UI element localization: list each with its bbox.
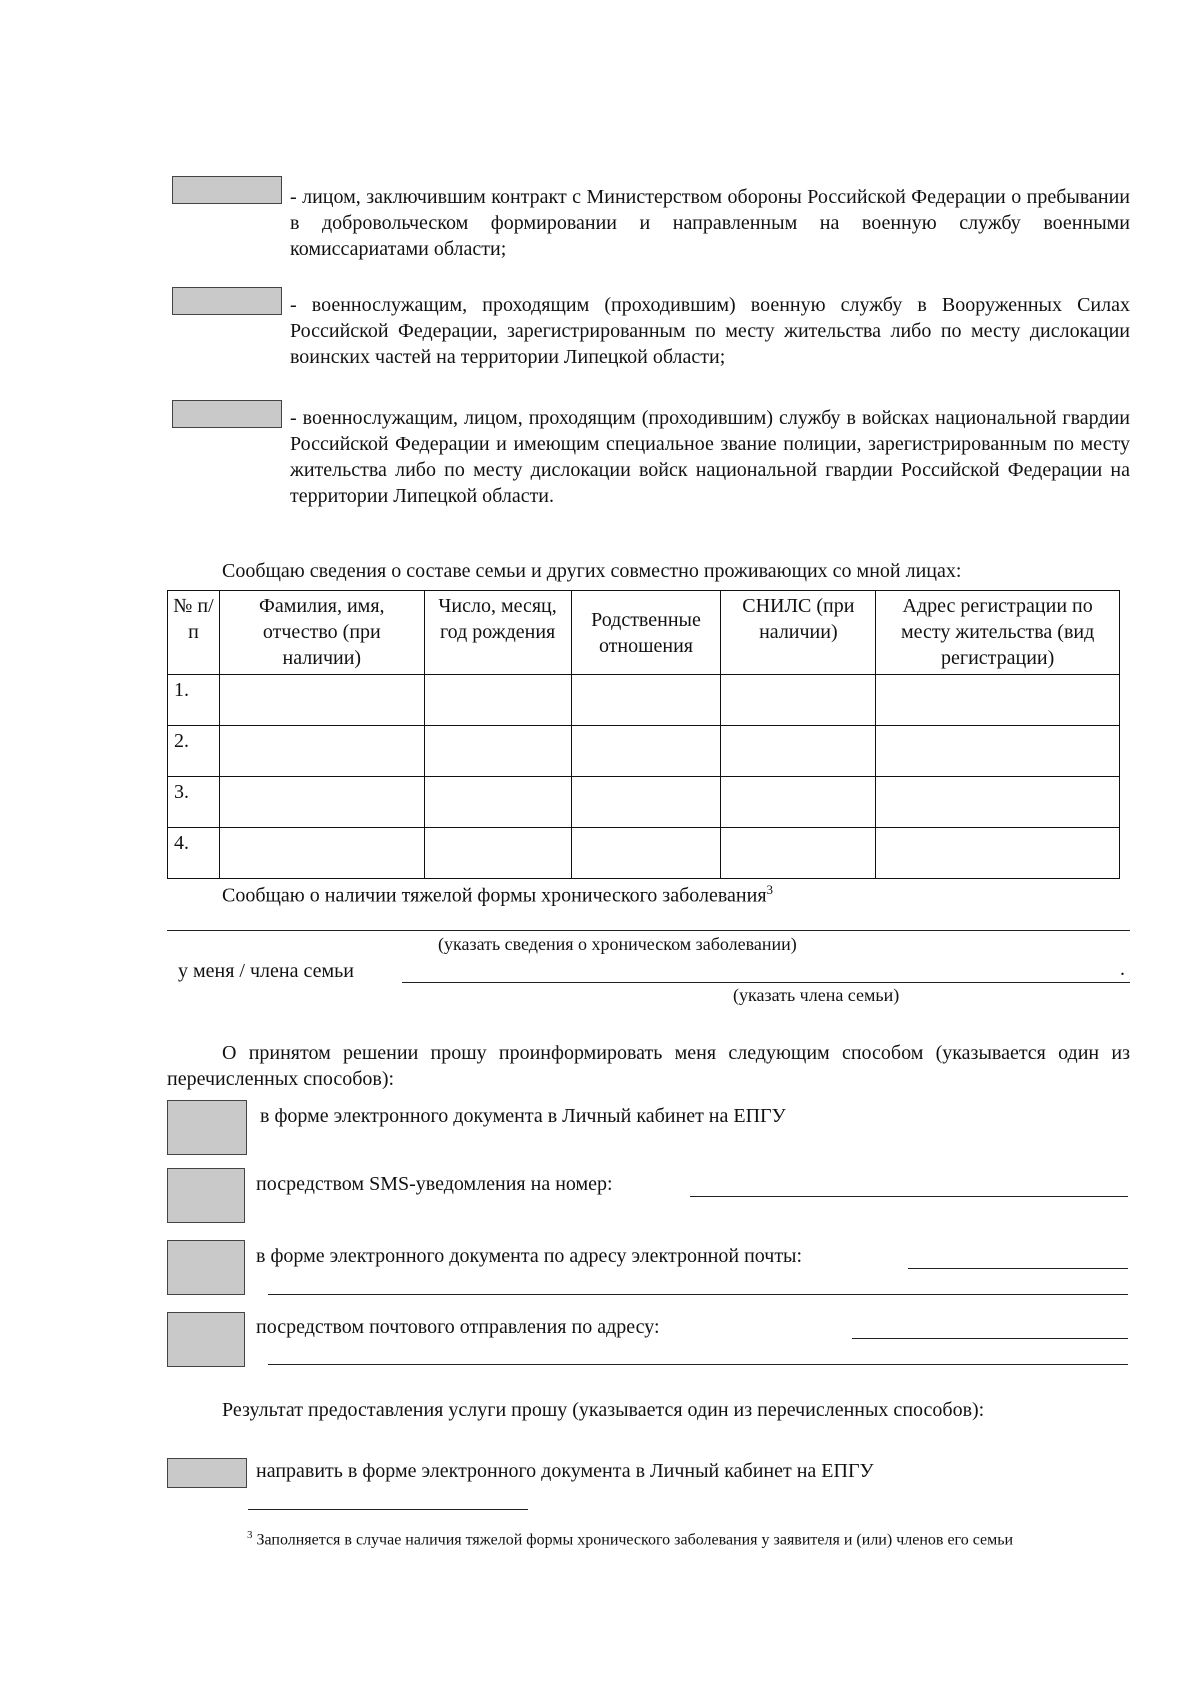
row-number: 3. xyxy=(168,777,220,828)
cell-full-name[interactable] xyxy=(219,675,424,726)
result-intro: Результат предоставления услуги прошу (указывается один из перечисленных способов): xyxy=(222,1399,985,1421)
notify-checkbox-epgu[interactable] xyxy=(167,1100,247,1155)
header-full-name: Фамилия, имя, отчество (при наличии) xyxy=(219,591,424,675)
cell-address[interactable] xyxy=(876,828,1120,879)
cell-full-name[interactable] xyxy=(219,726,424,777)
disease-statement-text: Сообщаю о наличии тяжелой формы хронического заболевания xyxy=(222,884,767,907)
cell-birth-date[interactable] xyxy=(424,675,571,726)
notify-option-sms: посредством SMS-уведомления на номер: xyxy=(256,1173,613,1195)
cell-relationship[interactable] xyxy=(571,675,721,726)
notify-checkbox-email[interactable] xyxy=(167,1240,245,1295)
footnote-separator xyxy=(248,1509,528,1510)
row-number: 2. xyxy=(168,726,220,777)
cell-birth-date[interactable] xyxy=(424,777,571,828)
category-text-1: - лицом, заключившим контракт с Министерством обороны Российской Федерации о пребывании в добровольческом формировании и направленным на военную службу военными комиссариатами области; xyxy=(290,186,1130,260)
cell-snils[interactable] xyxy=(721,726,876,777)
cell-address[interactable] xyxy=(876,726,1120,777)
cell-address[interactable] xyxy=(876,675,1120,726)
notify-intro: О принятом решении прошу проинформировать меня следующим способом (указывается один из перечисленных способов): xyxy=(167,1042,1130,1090)
notify-option-epgu: в форме электронного документа в Личный кабинет на ЕПГУ xyxy=(260,1105,786,1127)
disease-statement xyxy=(222,882,773,908)
header-relationship: Родственные отношения xyxy=(571,591,721,675)
family-table xyxy=(167,590,1120,879)
cell-full-name[interactable] xyxy=(219,777,424,828)
member-end-mark: . xyxy=(1120,958,1125,980)
row-number: 4. xyxy=(168,828,220,879)
cell-birth-date[interactable] xyxy=(424,828,571,879)
category-checkbox-2[interactable] xyxy=(172,287,282,315)
table-row xyxy=(168,828,1120,879)
sms-number-input[interactable] xyxy=(690,1196,1128,1197)
header-snils: СНИЛС (при наличии) xyxy=(721,591,876,675)
notify-checkbox-sms[interactable] xyxy=(167,1168,245,1223)
category-text-3: - военнослужащим, лицом, проходящим (проходившим) службу в войсках национальной гвардии Российской Федерации и имеющим специальное звание полиции, зарегистрированным по месту жительства либо по месту дислокации войск национальной гвардии Российской Федерации на территории Липецкой области. xyxy=(290,407,1130,507)
header-number: № п/п xyxy=(168,591,220,675)
category-checkbox-3[interactable] xyxy=(172,400,282,428)
footnote-reference: 3 xyxy=(766,882,774,897)
disease-input-line[interactable] xyxy=(167,930,1130,931)
cell-snils[interactable] xyxy=(721,777,876,828)
row-number: 1. xyxy=(168,675,220,726)
cell-relationship[interactable] xyxy=(571,726,721,777)
header-address: Адрес регистрации по месту жительства (вид регистрации) xyxy=(876,591,1120,675)
category-checkbox-1[interactable] xyxy=(172,176,282,204)
cell-snils[interactable] xyxy=(721,675,876,726)
footnote-mark: 3 xyxy=(247,1529,253,1541)
member-input-line[interactable] xyxy=(402,982,1130,983)
family-intro: Сообщаю сведения о составе семьи и других совместно проживающих со мной лицах: xyxy=(222,560,962,582)
table-row xyxy=(168,726,1120,777)
member-caption: (указать члена семьи) xyxy=(733,985,900,1005)
notify-checkbox-post[interactable] xyxy=(167,1312,245,1367)
member-label: у меня / члена семьи xyxy=(178,960,354,982)
post-address-line-1[interactable] xyxy=(852,1338,1128,1339)
result-checkbox-epgu[interactable] xyxy=(167,1458,247,1488)
table-row xyxy=(168,777,1120,828)
post-address-line-2[interactable] xyxy=(268,1364,1128,1365)
notify-option-email: в форме электронного документа по адресу электронной почты: xyxy=(256,1245,803,1267)
cell-address[interactable] xyxy=(876,777,1120,828)
category-text-2: - военнослужащим, проходящим (проходившим) военную службу в Вооруженных Силах Российской Федерации, зарегистрированным по месту жительства либо по месту дислокации воинских частей на территории Липецкой области; xyxy=(290,294,1130,368)
cell-snils[interactable] xyxy=(721,828,876,879)
cell-relationship[interactable] xyxy=(571,828,721,879)
email-input-line-2[interactable] xyxy=(268,1294,1128,1295)
cell-relationship[interactable] xyxy=(571,777,721,828)
email-input-line-1[interactable] xyxy=(908,1268,1128,1269)
footnote xyxy=(167,1520,1130,1555)
notify-option-post: посредством почтового отправления по адресу: xyxy=(256,1316,660,1338)
result-option-epgu: направить в форме электронного документа в Личный кабинет на ЕПГУ xyxy=(256,1460,874,1482)
disease-caption: (указать сведения о хроническом заболевании) xyxy=(438,934,797,954)
table-row xyxy=(168,675,1120,726)
cell-birth-date[interactable] xyxy=(424,726,571,777)
footnote-text: Заполняется в случае наличия тяжелой формы хронического заболевания у заявителя и (или) членов его семьи xyxy=(256,1531,1014,1549)
header-birth-date: Число, месяц, год рождения xyxy=(424,591,571,675)
cell-full-name[interactable] xyxy=(219,828,424,879)
